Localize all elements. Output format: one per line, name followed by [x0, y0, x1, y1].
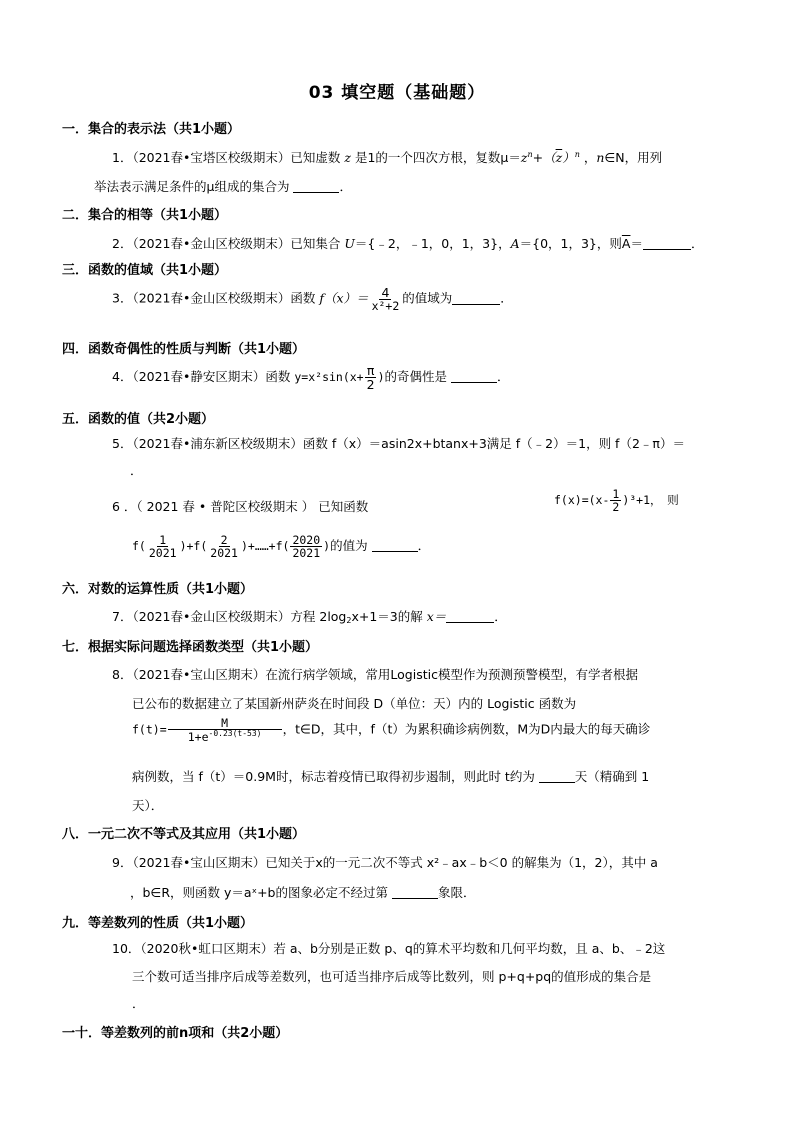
page-title: 03 填空题（基础题）: [308, 83, 486, 103]
q8-line-1: 8．（2021春•宝山区期末）在流行病学领域，常用Logistic模型作为预测预警模型，有学者根据: [112, 667, 638, 682]
q10-line-1: 10．（2020秋•虹口区期末）若 a、b分别是正数 p、q的算术平均数和几何平均数，且 a、b、﹣2这: [112, 941, 666, 956]
q2-end: ．: [690, 236, 704, 251]
q6-frac3-den: 2021: [292, 546, 321, 561]
question-8-line-1: [112, 665, 638, 683]
q9-line-2b: 象限．: [437, 885, 476, 900]
question-6-line-2: [132, 534, 430, 559]
q1-end: ．: [339, 179, 352, 194]
q5-end: ．: [130, 463, 143, 478]
q2-text-b: ＝{﹣2，﹣1，0，1，3}，: [354, 236, 511, 251]
question-8-line-5: [132, 796, 163, 814]
section-heading-5: 五．函数的值（共2小题）: [62, 412, 215, 427]
q9-line-1: 9．（2021春•宝山区期末）已知关于x的一元二次不等式 x²﹣ax﹣b＜0 的解集为（1，2），其中 a: [112, 855, 658, 870]
section-heading-9: 九．等差数列的性质（共1小题）: [62, 916, 254, 931]
q6-f3b: ): [323, 539, 331, 554]
q2-var-a: A: [510, 236, 520, 251]
q4-close-paren: ): [377, 370, 385, 385]
q5-text-a: 5．（2021春•浦东新区校级期末）函数: [112, 436, 332, 451]
question-5-line-2: [130, 461, 143, 479]
q2-var-u: U: [344, 236, 355, 251]
q10-end: ．: [132, 996, 145, 1011]
section-heading-7: 七．根据实际问题选择函数类型（共1小题）: [62, 640, 319, 655]
q8-numerator: M: [168, 717, 282, 730]
question-10-line-1: [112, 939, 665, 957]
q8-line-3b: ，t∈D，其中，f（t）为累积确诊病例数，M为D内最大的每天确诊: [282, 721, 651, 737]
q6-frac1-num: 1: [159, 533, 167, 547]
answer-blank-6: [372, 539, 418, 552]
q1-text-line2: 举法表示满足条件的μ组成的集合为: [94, 179, 294, 194]
q1-text-d: ∈N，用列: [604, 150, 663, 165]
q4-expression: y=x²sin(x+: [294, 370, 364, 385]
q2-complement-a: $\overline{A}$: [621, 236, 631, 251]
answer-blank-7: [446, 610, 494, 623]
question-1-line-1: [112, 148, 662, 166]
q2-text-a: 2．（2021春•金山区校级期末）已知集合: [112, 236, 345, 251]
q6-frac2-den: 2021: [210, 546, 238, 561]
answer-blank-4: [451, 370, 497, 383]
question-8-line-3: [132, 717, 650, 743]
q8-denominator: $1+e^{-0.23(t-53)}$: [187, 729, 262, 745]
q3-fraction: [370, 286, 402, 312]
q3-text-b: 的值域为: [402, 290, 453, 306]
q7-text-b: x+1＝3的解: [351, 609, 427, 624]
q1-text-c: ，: [579, 150, 597, 165]
q3-denominator: x²+2: [371, 299, 400, 314]
q3-fx: f（x）＝: [319, 290, 369, 306]
q4-fraction: [365, 364, 377, 391]
q5-text-b: f（x）＝asin2x+btanx+3满足 f（﹣2）＝1，则 f（2﹣π）＝: [331, 436, 685, 451]
q6-frac-3: [290, 534, 322, 559]
q4-text-b: 的奇偶性是: [384, 369, 451, 385]
answer-blank-9: [392, 886, 438, 899]
question-10-line-2: [132, 967, 651, 985]
q8-line-2: 已公布的数据建立了某国新州萨炎在时间段 D（单位：天）内的 Logistic 函数为: [132, 696, 577, 711]
q7-text-c: x＝: [426, 609, 447, 624]
q6-end: ．: [417, 538, 431, 554]
question-8-line-2: [132, 694, 576, 712]
q6-f1a: f(: [132, 539, 146, 554]
q4-numerator: π: [366, 363, 375, 378]
q1-text-b: 是1的一个四次方根，复数μ＝: [350, 150, 521, 165]
answer-blank-8: [539, 770, 575, 783]
q8-f: f(t)=: [132, 722, 167, 737]
q3-text-a: 3．（2021春•金山区校级期末）函数: [112, 290, 320, 306]
q1-text-a: 1．（2021春•宝塔区校级期末）已知虚数: [112, 150, 345, 165]
q8-line-4b: 天（精确到 1: [574, 769, 650, 784]
question-3: [112, 286, 513, 312]
q6-expr-2: )³+1， 则: [622, 493, 679, 508]
question-9-line-2: [130, 883, 476, 901]
q8-line-5: 天）．: [132, 798, 164, 813]
q8-line-4: 病例数，当 f（t）＝0.9M时，标志着疫情已取得初步遏制，则此时 t约为: [132, 769, 539, 784]
section-heading-4: 四．函数奇偶性的性质与判断（共1小题）: [62, 342, 306, 357]
q1-z-power: $z^n+(\overline{z})^n$: [520, 150, 580, 165]
section-heading-3: 三．函数的值域（共1小题）: [62, 263, 228, 278]
section-heading-6: 六．对数的运算性质（共1小题）: [62, 582, 254, 597]
answer-blank-2: [643, 237, 691, 250]
answer-blank-1: [293, 180, 339, 193]
q1-var-z: z: [344, 150, 351, 165]
q4-text-a: 4．（2021春•静安区期末）函数: [112, 369, 295, 385]
q7-text-a: 7．（2021春•金山区校级期末）方程 2log: [112, 609, 347, 624]
question-7: [112, 607, 507, 625]
q6-text-a: 6 ．（ 2021 春 • 普陀区校级期末 ） 已知函数: [112, 499, 369, 514]
question-9-line-1: [112, 853, 658, 871]
q6-frac1-den: 2021: [148, 546, 177, 561]
q6-half-den: 2: [612, 500, 620, 515]
question-4: [112, 364, 510, 391]
section-heading-10: 一十．等差数列的前n项和（共2小题）: [62, 1026, 289, 1041]
question-10-line-3: [132, 994, 145, 1012]
q1-var-n: n: [596, 150, 605, 165]
q2-text-c: ＝{0，1，3}，则: [519, 236, 622, 251]
q6-frac3-num: 2020: [292, 533, 321, 547]
q6-f1b: )+f(: [179, 539, 208, 554]
q7-end: ．: [494, 609, 507, 624]
question-6-line-1: [112, 497, 368, 515]
section-heading-1: 一．集合的表示法（共1小题）: [62, 122, 241, 137]
q6-frac-1: [147, 534, 179, 559]
question-6-function: [554, 488, 679, 513]
q3-numerator: 4: [381, 285, 390, 300]
question-8-line-4: [132, 767, 649, 785]
q4-denominator: 2: [366, 377, 375, 393]
q8-fraction: [168, 717, 282, 743]
question-2: [112, 234, 703, 252]
q4-end: ．: [497, 369, 510, 385]
q6-frac2-num: 2: [220, 533, 228, 547]
section-heading-2: 二．集合的相等（共1小题）: [62, 208, 228, 223]
question-1-line-2: [94, 177, 352, 195]
q6-expr-1: f(x)=(x-: [554, 493, 610, 508]
q6-frac-2: [208, 534, 240, 559]
q6-half-fraction: [610, 488, 621, 513]
question-5-line-1: [112, 434, 685, 452]
q10-line-2: 三个数可适当排序后成等差数列，也可适当排序后成等比数列，则 p+q+pq的值形成的集合是: [132, 969, 652, 984]
answer-blank-3: [452, 292, 500, 305]
q6-f2b: )+……+f(: [240, 539, 290, 554]
section-heading-8: 八．一元二次不等式及其应用（共1小题）: [62, 827, 306, 842]
q6-half-num: 1: [612, 487, 620, 501]
q3-end: ．: [500, 290, 513, 306]
q7-log-base: 2: [346, 616, 352, 625]
q6-tail: 的值为: [330, 538, 372, 554]
q2-text-d: ＝: [630, 236, 643, 251]
q9-line-2: ，b∈R，则函数 y＝aˣ+b的图象必定不经过第: [130, 885, 392, 900]
